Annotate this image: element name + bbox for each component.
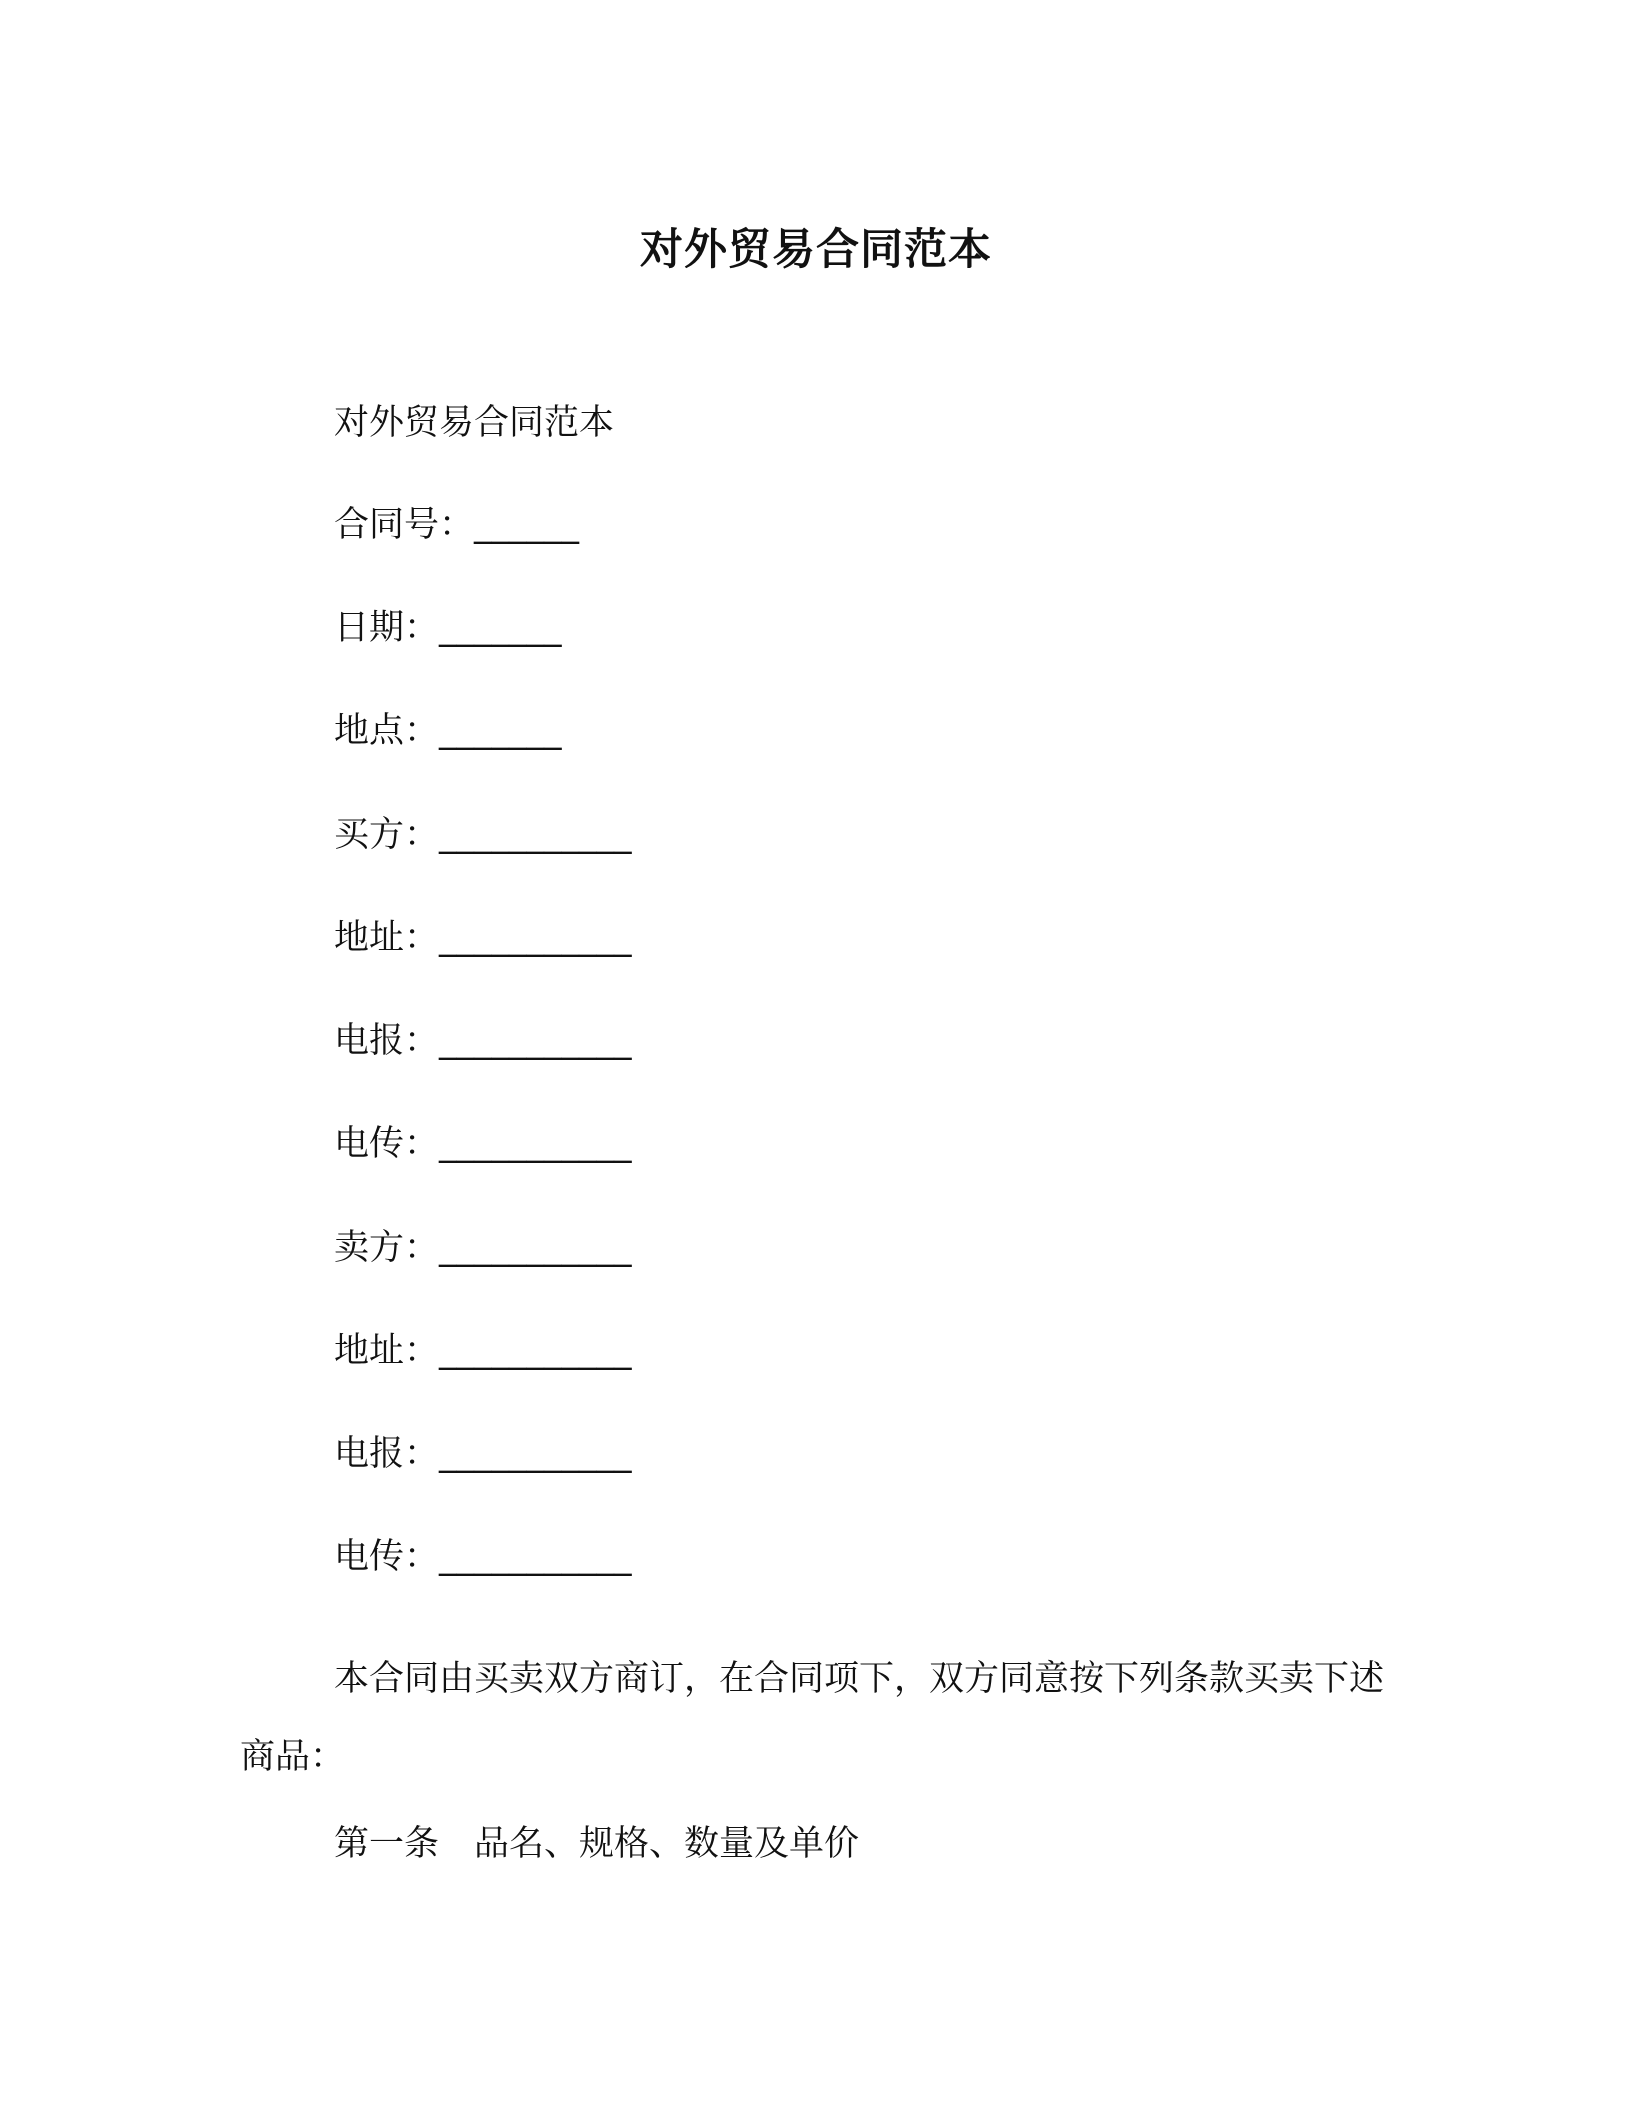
field-blank: ______ [474,505,580,545]
field-blank: _______ [439,608,562,648]
field-blank: ___________ [439,1331,632,1371]
field-label: 卖方： [334,1228,440,1268]
field-label: 合同号： [334,505,475,545]
field-blank: ___________ [439,1124,632,1164]
field-blank: ___________ [439,1021,632,1061]
field-blank: ___________ [439,815,632,855]
field-label: 买方： [334,815,440,855]
field-label: 日期： [334,608,440,648]
field-seller-telegraph [334,1431,632,1477]
field-buyer-address [334,915,632,961]
field-seller-address [334,1328,632,1374]
field-label: 电传： [334,1537,440,1577]
field-blank: ___________ [439,1537,632,1577]
field-buyer [334,812,632,858]
field-blank: ___________ [439,1434,632,1474]
field-blank: ___________ [439,918,632,958]
field-label: 电报： [334,1021,440,1061]
field-label: 地点： [334,711,440,751]
document-subtitle: 对外贸易合同范本 [334,403,615,443]
field-buyer-telex [334,1121,632,1167]
field-date [334,605,562,651]
field-label: 地址： [334,1331,440,1371]
field-contract-number [334,502,579,548]
field-seller-telex [334,1534,632,1580]
document-title: 对外贸易合同范本 [640,225,992,275]
field-label: 地址： [334,918,440,958]
field-seller [334,1225,632,1271]
field-blank: _______ [439,711,562,751]
field-location [334,708,562,754]
field-blank: ___________ [439,1228,632,1268]
field-label: 电报： [334,1434,440,1474]
intro-paragraph: 本合同由买卖双方商订，在合同项下，双方同意按下列条款买卖下述商品： [240,1659,1385,1777]
article-1-heading: 第一条 品名、规格、数量及单价 [334,1824,860,1864]
field-label: 电传： [334,1124,440,1164]
field-buyer-telegraph [334,1018,632,1064]
